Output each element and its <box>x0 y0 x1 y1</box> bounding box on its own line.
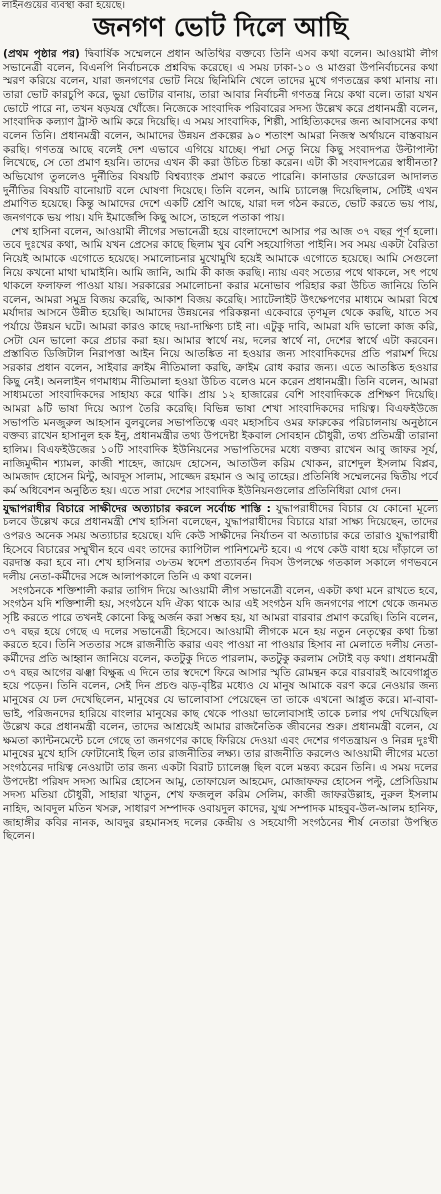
article-paragraph-4: সংগঠনকে শক্তিশালী করার তাগিদ দিয়ে আওয়ামী লীগ সভানেত্রী বলেন, একটা কথা মনে রাখতে হবে, সংগঠন যদি শক্তিশালী হয়, সংগঠনে যদি ঐক্য থাকে আর এই সংগঠন যদি জনগণের পাশে থেকে জনমত সৃষ্টি করতে পারে তখনই কোনো কিছু অর্জন করা সম্ভব হয়, যা আমরা বারবার প্রমাণ করেছি। তিনি বলেন, ৩৭ বছর হয়ে গেছে এ দলের সভানেত্রী হিসেবে। আওয়ামী লীগকে মনে হয় নতুন নেতৃত্বের কথা চিন্তা করতে হবে। তিনি সততার সঙ্গে রাজনীতি করার এবং পাওয়া না পাওয়ার হিসাব না মেলাতে দলীয় নেতা-কর্মীদের প্রতি আহ্বান জানিয়ে বলেন, কতটুকু দিতে পারলাম, কতটুকু করলাম সেটাই বড় কথা। প্রধানমন্ত্রী ৩৭ বছর আগের ঝঞ্ঝা বিক্ষুব্ধ এ দিনে তার স্বদেশে ফিরে আসার স্মৃতি রোমন্থন করে বারবারই আবেগাপ্লুত হয়ে পড়েন। তিনি বলেন, সেই দিন প্রচণ্ড ঝড়-বৃষ্টির মধ্যেও যে মানুষ আমাকে বরণ করে নেওয়ার জন্য মানুষের যে ঢল দেখেছিলেন, মানুষের যে ভালোবাসা পেয়েছেন তা তাকে এখনো আপ্লুত করে। মা-বাবা-ভাই, পরিজনদের হারিয়ে বাংলার মানুষের কাছ থেকে পাওয়া ভালোবাসাই তাকে চলার পথ দেখিয়েছিল উল্লেখ করে প্রধানমন্ত্রী বলেন, তাদের আশ্রয়েই আমার রাজনৈতিক জীবনের শুরু। প্রধানমন্ত্রী বলেন, যে ক্ষমতা ক্যান্টনমেন্টে চলে গেছে তা জনগণের কাছে ফিরিয়ে দেওয়া এবং দেশের গণতন্ত্রায়ন ও নিরন্ন দুঃখী মানুষের মুখে হাসি ফোটানোই ছিল তার রাজনীতির লক্ষ্য। তার রাজনীতি করলেও আওয়ামী লীগের মতো সংগঠনের দায়িত্ব নেওয়াটা তার জন্য একটা বিরাট চ্যালেঞ্জ ছিল বলে মন্তব্য করেন তিনি। এ সময় দলের উপদেষ্টা পরিষদ সদস্য আমির হোসেন আমু, তোফায়েল আহমেদ, মোজাফফর হোসেন পল্টু, প্রেসিডিয়াম সদস্য মতিয়া চৌধুরী, সাহারা খাতুন, শেখ ফজলুল করিম সেলিম, কাজী জাফরউল্লাহ, নুরুল ইসলাম নাহিদ, আবদুল মতিন খসরু, সাধারণ সম্পাদক ওবায়দুল কাদের, যুগ্ম সম্পাদক মাহবুব-উল-আলম হানিফ, জাহাঙ্গীর কবির নানক, আবদুর রহমানসহ দলের কেন্দ্রীয় ও সহযোগী সংগঠনের শীর্ষ নেতারা উপস্থিত ছিলেন। <box>3 584 438 843</box>
paragraph-text: দ্বিবার্ষিক সম্মেলনে প্রধান অতিথির বক্তব্যে তিনি এসব কথা বলেন। আওয়ামী লীগ সভানেত্রী বলেন, বিএনপি নির্বাচনকে প্রশ্নবিদ্ধ করেছে। এ সময় ঢাকা-১০ ও মাগুরা উপনির্বাচনের কথা স্মরণ করিয়ে বলেন, যারা জনগণের ভোট নিয়ে ছিনিমিনি খেলে তাদের মুখে গণতন্ত্রের কথা মানায় না। তারা ভোট কারচুপি করে, ভুয়া ভোটার বানায়, তারা আবার নির্বাচনী গণতন্ত্র নিয়ে কথা বলে। তারা যখন ভোটে পারে না, তখন ষড়যন্ত্র খোঁজে। নিজেকে সাংবাদিক পরিবারের সদস্য উল্লেখ করে প্রধানমন্ত্রী বলেন, সাংবাদিক কল্যাণ ট্রাস্ট আমি করে দিয়েছি। এ সময় সাংবাদিক, শিল্পী, সাহিত্যিকদের জন্য আবাসনের কথা বলেন তিনি। প্রধানমন্ত্রী বলেন, আমাদের উন্নয়ন প্রকল্পের ৯০ শতাংশ আমরা নিজস্ব অর্থায়নে বাস্তবায়ন করছি। গণতন্ত্র আছে বলেই দেশ এভাবে এগিয়ে যাচ্ছে। পদ্মা সেতু নিয়ে কিছু সংবাদপত্র উল্টাপাল্টা লিখেছে, সে তো প্রমাণ হয়নি। তাদের এখন কী করা উচিত চিন্তা করেন। এটা কী সংবাদপত্রের স্বাধীনতা? অভিযোগ তুললেও দুর্নীতির বিষয়টি বিশ্বব্যাংক প্রমাণ করতে পারেনি। কানাডার ফেডারেল আদালত দুর্নীতির বিষয়টি বানোয়াট বলে ঘোষণা দিয়েছে। তিনি বলেন, আমি চ্যালেঞ্জ দিয়েছিলাম, সেটিই এখন প্রমাণিত হয়েছে। কিন্তু আমাদের দেশে একটি শ্রেণি আছে, যারা দল গঠন করতে, ভোট করতে ভয় পায়, জনগণকে ভয় পায়। যদি ইমার্জেন্সি কিছু আসে, তাহলে পতাকা পায়। <box>3 48 438 224</box>
section-divider <box>3 500 438 501</box>
subheading: যুদ্ধাপরাধীর বিচারে সাক্ষীদের অত্যাচার করলে সর্বোচ্চ শাস্তি : <box>3 502 271 515</box>
continuation-tag: (প্রথম পৃষ্ঠার পর) <box>3 48 80 60</box>
article-paragraph-1 <box>3 48 438 226</box>
article-paragraph-3 <box>3 503 438 585</box>
headline: জনগণ ভোট দিলে আছি <box>93 13 348 43</box>
subsection-text: যুদ্ধাপরাধীদের বিচার যে কোনো মূল্যে চলবে উল্লেখ করে প্রধানমন্ত্রী শেখ হাসিনা বলেছেন, যুদ্ধাপরাধীদের বিচারে যারা সাক্ষ্য দিয়েছেন, তাদের ওপরও অনেক সময় অত্যাচার হয়েছে। যদি কেউ সাক্ষীদের নির্যাতন বা অত্যাচার করে তারাও যুদ্ধাপরাধী হিসেবে বিচারের সম্মুখীন হবে এবং তাদের ক্যাপিটাল পানিশমেন্ট হবে। এ পথে কেউ বাধা হয়ে দাঁড়ালে তা বরদাস্ত করা হবে না। শেখ হাসিনার ৩৮তম স্বদেশ প্রত্যাবর্তন দিবস উপলক্ষে গতকাল সকালে গণভবনে দলীয় নেতা-কর্মীদের সঙ্গে আলাপকালে তিনি এ কথা বলেন। <box>3 502 438 583</box>
article-paragraph-2: শেখ হাসিনা বলেন, আওয়ামী লীগের সভানেত্রী হয়ে বাংলাদেশে আসার পর আজ ৩৭ বছর পূর্ণ হলো। তবে দুঃখের কথা, আমি যখন প্রেসের কাছে ছিলাম খুব বেশি সহযোগিতা পাইনি। সব সময় একটা বৈরিতা নিয়েই আমাকে এগোতে হয়েছে। সমালোচনার মুখোমুখি হয়েই আমাকে এগোতে হয়েছে। আমি সেগুলো নিয়ে কখনো মাথা ঘামাইনি। আমি জানি, আমি কী কাজ করছি। ন্যায় এবং সত্যের পথে থাকলে, সৎ পথে থাকলে ফলাফল পাওয়া যায়। সরকারের সমালোচনা করার মনোভাব পরিহার করা উচিত জানিয়ে তিনি বলেন, আমরা সমুদ্র বিজয় করেছি, আকাশ বিজয় করেছি। স্যাটেলাইট উৎক্ষেপণের মাধ্যমে আমরা বিশ্বে মর্যাদার আসনে উন্নীত হয়েছি। আমাদের উন্নয়নের পরিকল্পনা একেবারে তৃণমূল থেকে করছি, যাতে সব পর্যায়ে উন্নয়ন ঘটে। আমরা কারও কাছে দয়া-দাক্ষিণ্য চাই না। এটুকু দাবি, আমরা যদি ভালো কাজ করি, সেটা যেন ভালো করে প্রচার করা হয়। আমার স্বার্থে নয়, দলের স্বার্থে না, দেশের স্বার্থে এটা করবেন। প্রস্তাবিত ডিজিটাল নিরাপত্তা আইন নিয়ে আতঙ্কিত না হওয়ার জন্য সাংবাদিকদের প্রতি পরামর্শ দিয়ে সরকার প্রধান বলেন, সাইবার ক্রাইম নীতিমালা করছি, ক্রাইম রোধ করার জন্য। এতে আতঙ্কিত হওয়ার কিছু নেই। অনলাইন গণমাধ্যম নীতিমালা হওয়া উচিত বলেও মনে করেন প্রধানমন্ত্রী। তিনি বলেন, আমরা সাধ্যমতো সাংবাদিকদের সাহায্য করে থাকি। প্রায় ১২ হাজারের বেশি সাংবাদিককে প্রশিক্ষণ দিয়েছি। আমরা ৯টি ভাষা দিয়ে অ্যাপ তৈরি করেছি। বিভিন্ন ভাষা শেখা সাংবাদিকদের দায়িত্ব। বিএফইউজে সভাপতি মনজুরুল আহসান বুলবুলের সভাপতিত্বে এবং মহাসচিব ওমর ফারুকের পরিচালনায় অনুষ্ঠানে বক্তব্য রাখেন হাসানুল হক ইনু, প্রধানমন্ত্রীর তথ্য উপদেষ্টা ইকবাল সোবহান চৌধুরী, তথ্য প্রতিমন্ত্রী তারানা হালিম। বিএফইউজের ১০টি সাংবাদিক ইউনিয়নের সভাপতিদের মধ্যে বক্তব্য রাখেন আবু জাফর সূর্য, নাজিমুদ্দীন শ্যামল, কাজী শাহেদ, জায়েদ হোসেন, আতাউল করিম খোকন, রাশেদুল ইসলাম বিপ্লব, আমজাদ হোসেন মিন্টু, আবদুস সালাম, সাজ্জেদ রহমান ও আবু তাহের। প্রতিনিধি সম্মেলনের দ্বিতীয় পর্বে কর্ম অধিবেশন অনুষ্ঠিত হয়। এতে সারা দেশের সাংবাদিক ইউনিয়নগুলোর প্রতিনিধিরা যোগ দেন। <box>3 225 438 497</box>
previous-article-tail: লাইনগুয়ের ব্যবস্থা করা হয়েছে। <box>2 0 126 11</box>
article-body <box>3 48 438 1190</box>
